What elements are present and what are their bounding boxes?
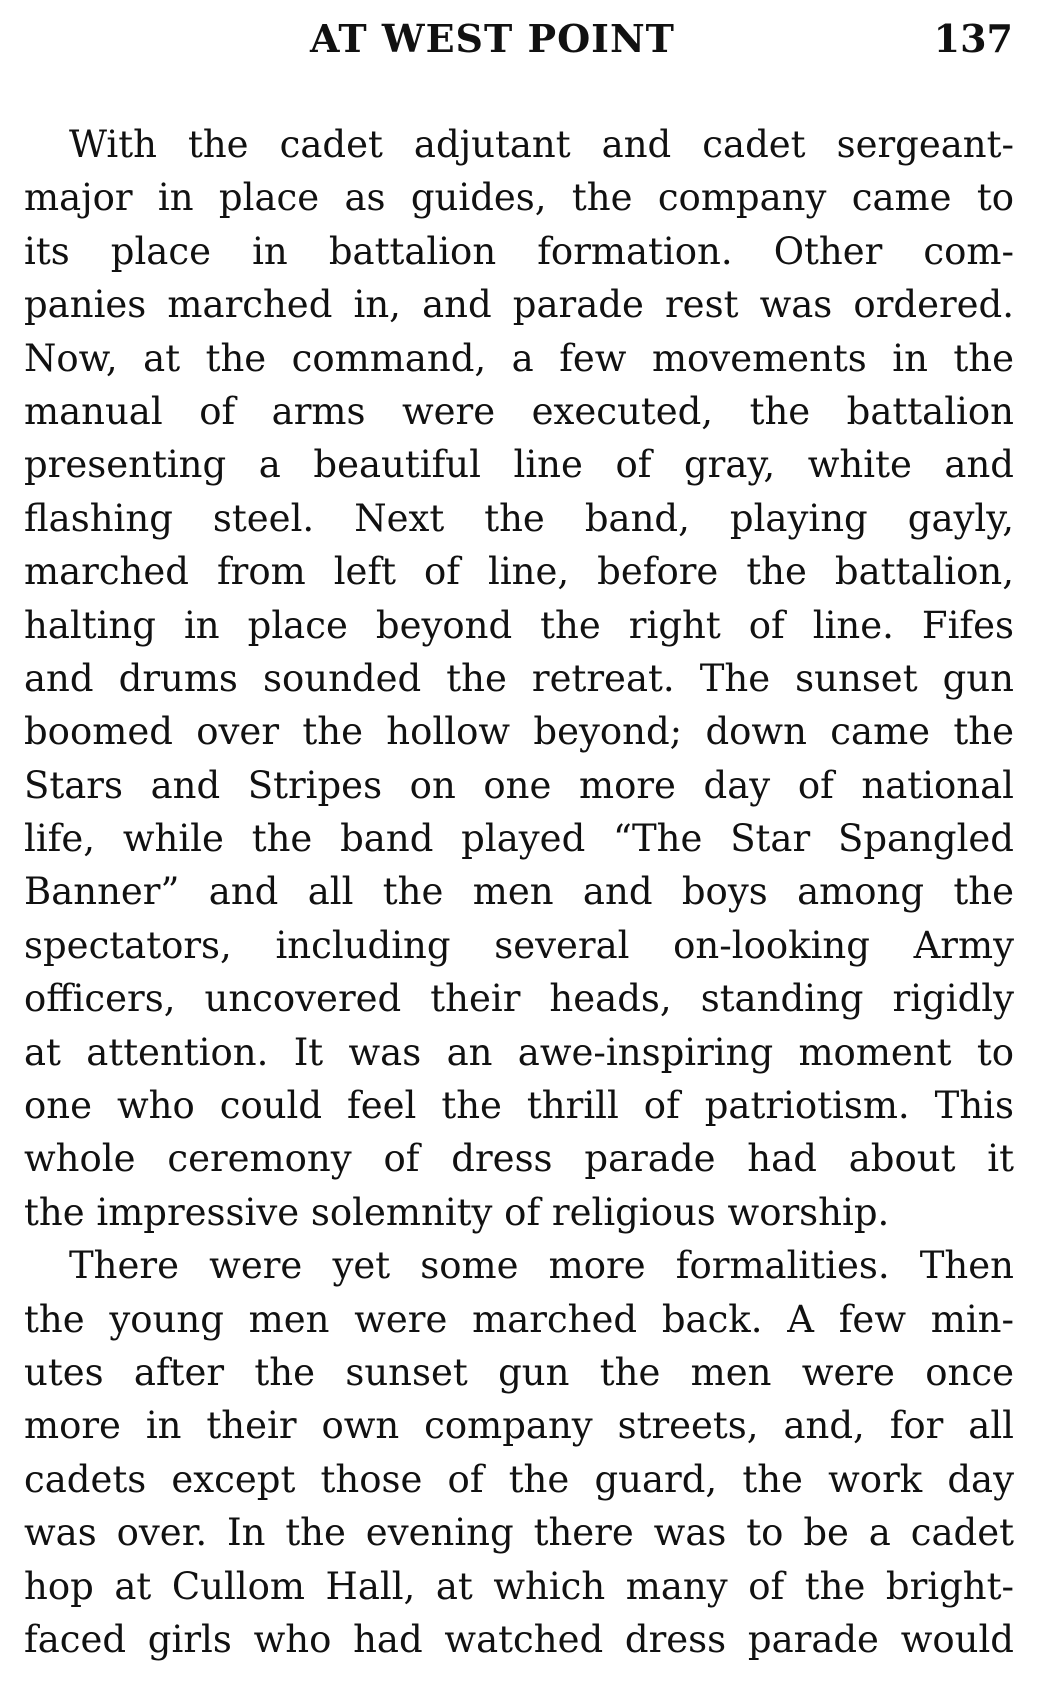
text-line: major in place as guides, the company came to	[24, 176, 1014, 220]
text-line: Now, at the command, a few movements in the	[24, 336, 1014, 380]
text-line: life, while the band played “The Star Spangled	[24, 817, 1014, 861]
text-line: presenting a beautiful line of gray, white and	[24, 443, 1014, 487]
running-head	[0, 14, 1041, 64]
text-line: more in their own company streets, and, for all	[24, 1404, 1014, 1448]
text-line: spectators, including several on-looking Army	[24, 923, 1014, 967]
text-line: hop at Cullom Hall, at which many of the bright-	[24, 1564, 1014, 1608]
text-line: panies marched in, and parade rest was ordered.	[24, 283, 1014, 327]
text-line: one who could feel the thrill of patriotism. This	[24, 1084, 1014, 1128]
page-number: 137	[933, 16, 1013, 61]
text-line: its place in battalion formation. Other com-	[24, 229, 1014, 273]
text-line: halting in place beyond the right of line. Fifes	[24, 603, 1014, 647]
text-line: cadets except those of the guard, the work day	[24, 1457, 1014, 1501]
text-line: Banner” and all the men and boys among the	[24, 870, 1014, 914]
text-line: marched from left of line, before the battalion,	[24, 550, 1014, 594]
text-line: With the cadet adjutant and cadet sergeant-	[69, 123, 1014, 166]
text-line: faced girls who had watched dress parade would	[24, 1617, 1014, 1661]
text-line: officers, uncovered their heads, standing rigidly	[24, 977, 1014, 1021]
text-line: utes after the sunset gun the men were once	[24, 1350, 1014, 1394]
text-line: boomed over the hollow beyond; down came the	[24, 710, 1014, 754]
text-line: Stars and Stripes on one more day of national	[24, 763, 1014, 807]
text-line: flashing steel. Next the band, playing gayly,	[24, 496, 1014, 540]
text-line: whole ceremony of dress parade had about it	[24, 1137, 1014, 1181]
text-line: the young men were marched back. A few min-	[24, 1297, 1014, 1341]
text-line: and drums sounded the retreat. The sunset gun	[24, 656, 1014, 700]
text-line: the impressive solemnity of religious worship.	[24, 1190, 890, 1234]
text-line: was over. In the evening there was to be a cadet	[24, 1511, 1014, 1555]
text-line: at attention. It was an awe-inspiring moment to	[24, 1030, 1014, 1074]
text-line: There were yet some more formalities. Then	[69, 1244, 1014, 1288]
body-text	[24, 118, 1014, 1666]
running-title: AT WEST POINT	[310, 16, 675, 61]
text-line: manual of arms were executed, the battalion	[24, 389, 1014, 433]
